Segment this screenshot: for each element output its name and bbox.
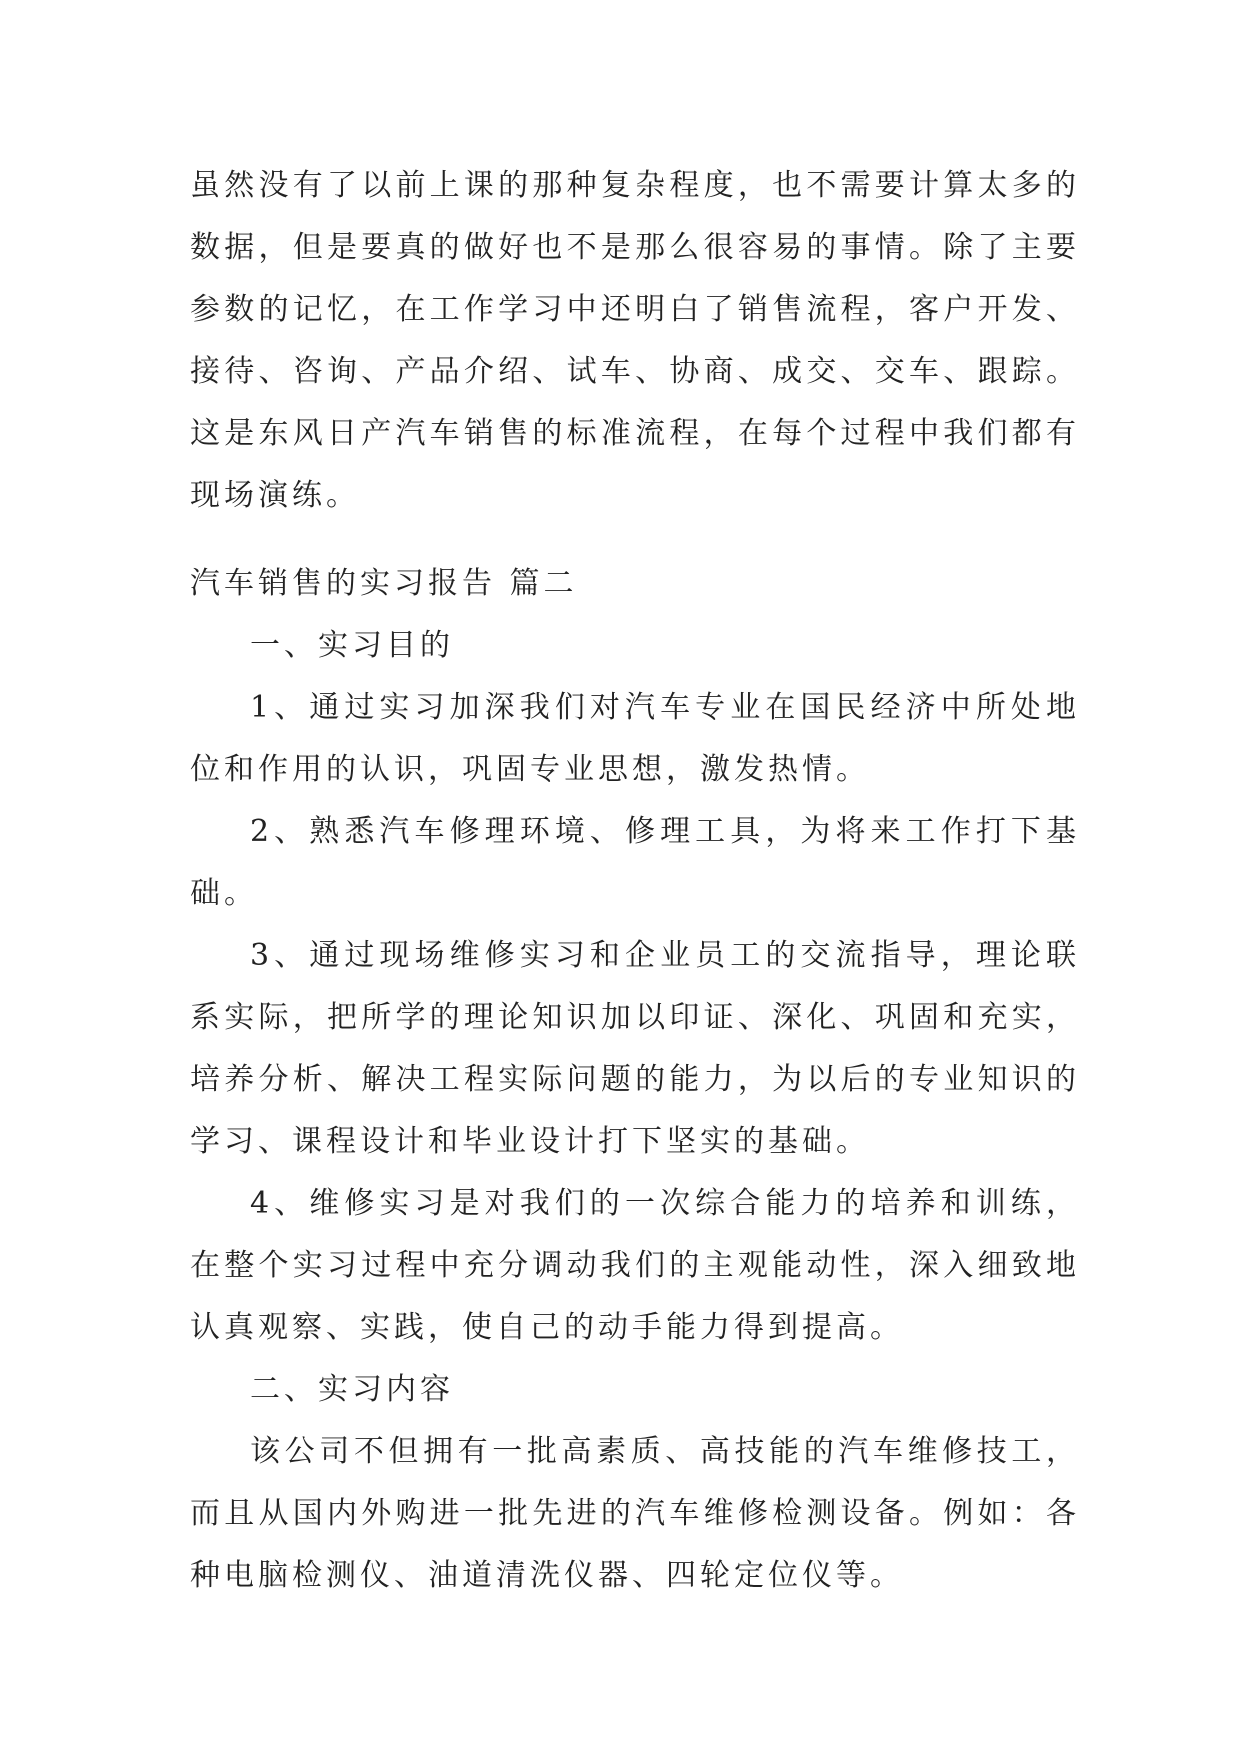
purpose-item-2: 2、熟悉汽车修理环境、修理工具，为将来工作打下基础。 xyxy=(190,814,1080,911)
intro-section xyxy=(190,155,1080,527)
intro-paragraph: 虽然没有了以前上课的那种复杂程度，也不需要计算太多的数据，但是要真的做好也不是那么很容易的事情。除了主要参数的记忆，在工作学习中还明白了销售流程，客户开发、接待、咨询、产品介绍、试车、协商、成交、交车、跟踪。这是东风日产汽车销售的标准流程，在每个过程中我们都有现场演练。 xyxy=(190,168,1080,513)
purpose-item-1: 1、通过实习加深我们对汽车专业在国民经济中所处地位和作用的认识，巩固专业思想，激发热情。 xyxy=(190,690,1080,787)
purpose-item-3: 3、通过现场维修实习和企业员工的交流指导，理论联系实际，把所学的理论知识加以印证、深化、巩固和充实，培养分析、解决工程实际问题的能力，为以后的专业知识的学习、课程设计和毕业设计打下坚实的基础。 xyxy=(190,938,1080,1159)
heading-content: 二、实习内容 xyxy=(250,1372,454,1407)
heading-purpose: 一、实习目的 xyxy=(250,628,454,663)
report-section xyxy=(190,553,1080,1607)
section-title: 汽车销售的实习报告 篇二 xyxy=(190,566,578,601)
purpose-item-4: 4、维修实习是对我们的一次综合能力的培养和训练，在整个实习过程中充分调动我们的主观能动性，深入细致地认真观察、实践，使自己的动手能力得到提高。 xyxy=(190,1186,1080,1345)
content-paragraph: 该公司不但拥有一批高素质、高技能的汽车维修技工，而且从国内外购进一批先进的汽车维修检测设备。例如：各种电脑检测仪、油道清洗仪器、四轮定位仪等。 xyxy=(190,1434,1080,1593)
